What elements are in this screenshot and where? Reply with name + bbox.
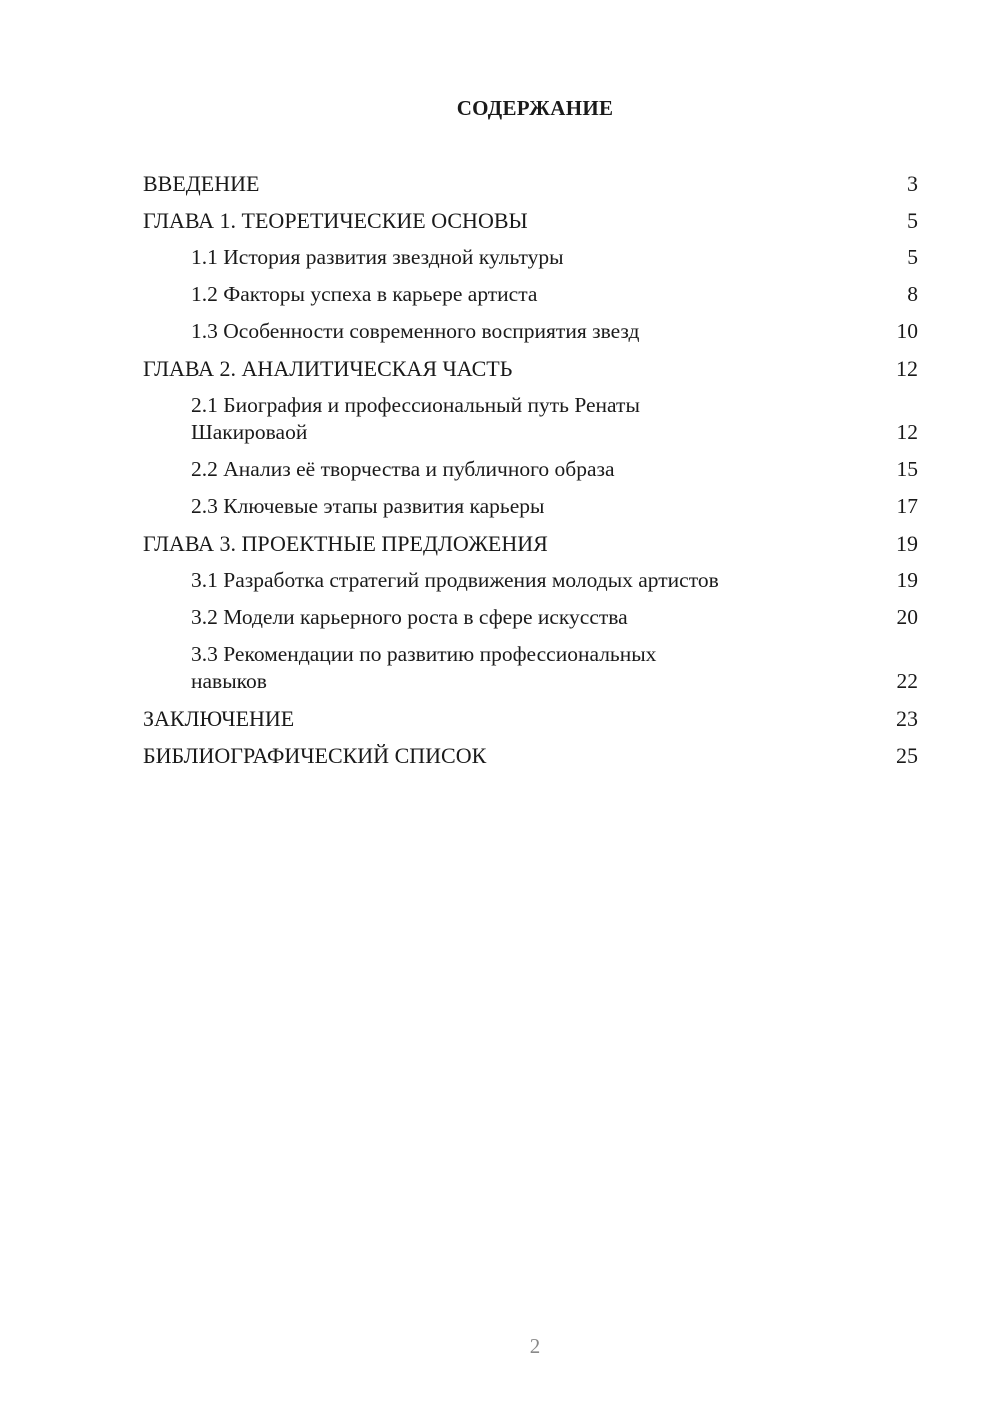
toc-entry — [143, 742, 918, 769]
toc-entry-label: БИБЛИОГРАФИЧЕСКИЙ СПИСОК — [143, 743, 487, 768]
toc-entry-label: 2.3 Ключевые этапы развития карьеры — [191, 494, 545, 518]
toc-entry-page: 19 — [896, 568, 918, 592]
toc-entry-page: 5 — [907, 245, 918, 269]
toc-entry — [143, 355, 918, 382]
toc-entry-page: 5 — [907, 208, 918, 233]
toc-entry-page: 8 — [907, 282, 918, 306]
toc-entry-page: 12 — [896, 356, 918, 381]
toc-subentry — [143, 244, 918, 271]
toc-entry-page: 19 — [896, 531, 918, 556]
toc-entry — [143, 170, 918, 197]
toc-entry-page: 3 — [907, 171, 918, 196]
toc-entry-label: 2.2 Анализ её творчества и публичного образа — [191, 457, 615, 481]
toc-subentry — [143, 318, 918, 345]
page-title: СОДЕРЖАНИЕ — [456, 96, 614, 120]
toc-entry — [143, 705, 918, 732]
toc-entry-label: ГЛАВА 2. АНАЛИТИЧЕСКАЯ ЧАСТЬ — [143, 356, 513, 381]
toc-entry-page: 15 — [896, 457, 918, 481]
toc-entry — [143, 207, 918, 234]
toc-entry-page: 25 — [896, 743, 918, 768]
toc-entry-label: ВВЕДЕНИЕ — [143, 171, 260, 196]
toc-entry-label: 3.2 Модели карьерного роста в сфере искусства — [191, 605, 628, 629]
toc-entry-label: 3.3 Рекомендации по развитию профессиональных навыков — [191, 642, 657, 693]
toc-entry-label: ГЛАВА 3. ПРОЕКТНЫЕ ПРЕДЛОЖЕНИЯ — [143, 531, 548, 556]
toc-entry-label: ГЛАВА 1. ТЕОРЕТИЧЕСКИЕ ОСНОВЫ — [143, 208, 528, 233]
toc-entry-label: 1.3 Особенности современного восприятия звезд — [191, 319, 640, 343]
toc-entry — [143, 530, 918, 557]
table-of-contents — [143, 170, 918, 779]
toc-subentry — [143, 604, 918, 631]
toc-entry-page: 23 — [896, 706, 918, 731]
toc-entry-page: 22 — [896, 669, 918, 693]
toc-entry-page: 20 — [896, 605, 918, 629]
toc-entry-label: 1.1 История развития звездной культуры — [191, 245, 564, 269]
toc-entry-page: 17 — [896, 494, 918, 518]
toc-subentry — [143, 456, 918, 483]
toc-subentry — [143, 567, 918, 594]
page-number: 2 — [529, 1334, 541, 1358]
toc-entry-label: ЗАКЛЮЧЕНИЕ — [143, 706, 295, 731]
toc-entry-label: 1.2 Факторы успеха в карьере артиста — [191, 282, 538, 306]
toc-subentry — [143, 281, 918, 308]
toc-entry-label: 3.1 Разработка стратегий продвижения молодых артистов — [191, 568, 719, 592]
toc-subentry — [143, 493, 918, 520]
toc-entry-page: 10 — [896, 319, 918, 343]
toc-entry-page: 12 — [896, 420, 918, 444]
toc-subentry — [143, 641, 918, 695]
toc-subentry — [143, 392, 918, 446]
toc-entry-label: 2.1 Биография и профессиональный путь Ренаты Шакироваой — [191, 393, 640, 444]
